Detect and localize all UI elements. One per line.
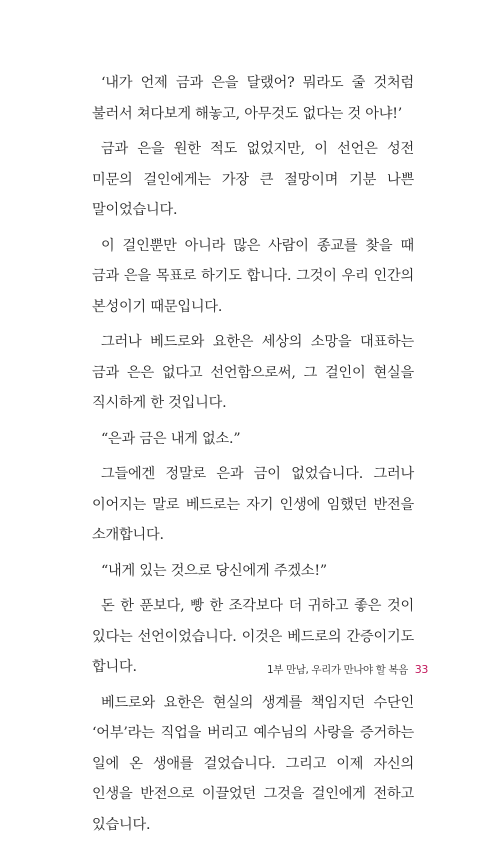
body-text (92, 68, 414, 845)
paragraph-3: 이 걸인뿐만 아니라 많은 사람이 종교를 찾을 때 금과 은을 목표로 하기도 합니다. 그것이 우리 인간의 본성이기 때문입니다. (92, 237, 414, 315)
paragraph-5: “은과 금은 내게 없소.” (101, 430, 241, 447)
paragraph-9: 베드로와 요한은 현실의 생계를 책임지던 수단인 ‘어부’라는 직업을 버리고 예수님의 사랑을 증거하는 일에 온 생애를 걸었습니다. 그리고 이제 자신의 인생을 반전으로 이끌었던 그것을 걸인에게 전하고 있습니다. (92, 694, 414, 833)
paragraph-8: 돈 한 푼보다, 빵 한 조각보다 더 귀하고 좋은 것이 있다는 선언이었습니다. 이것은 베드로의 간증이기도 합니다. (92, 598, 414, 675)
paragraph-1: ‘내가 언제 금과 은을 달랬어? 뭐라도 줄 것처럼 불러서 쳐다보게 해놓고, 아무것도 없다는 것 아냐!’ (92, 75, 414, 122)
paragraph-7: “내게 있는 것으로 당신에게 주겠소!” (101, 562, 327, 579)
paragraph-4: 그러나 베드로와 요한은 세상의 소망을 대표하는 금과 은은 없다고 선언함으로써, 그 걸인이 현실을 직시하게 한 것입니다. (92, 334, 414, 411)
paragraph-6: 그들에겐 정말로 은과 금이 없었습니다. 그러나 이어지는 말로 베드로는 자기 인생에 임했던 반전을 소개합니다. (92, 466, 414, 543)
page-footer (267, 662, 428, 677)
paragraph-2: 금과 은을 원한 적도 없었지만, 이 선언은 성전 미문의 걸인에게는 가장 큰 절망이며 기분 나쁜 말이었습니다. (92, 141, 414, 218)
running-title: 1부 만남, 우리가 만나야 할 복음 (267, 664, 408, 676)
page-number: 33 (414, 663, 428, 676)
